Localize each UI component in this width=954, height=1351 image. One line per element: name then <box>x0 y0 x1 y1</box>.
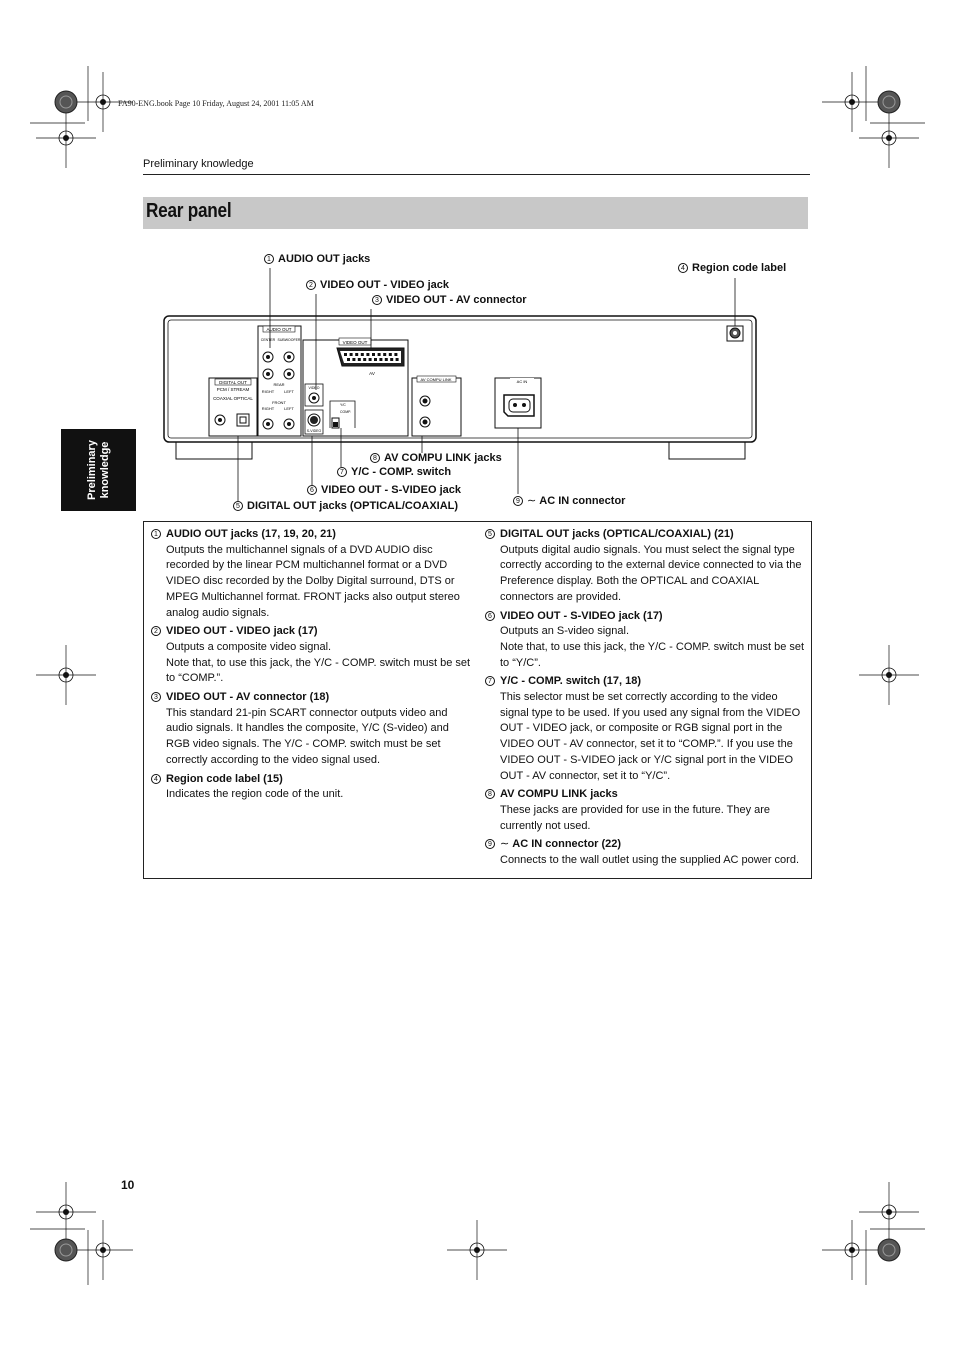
video-label: VIDEO <box>308 386 320 390</box>
callout-yc-comp-switch: 7 Y/C - COMP. switch <box>337 466 451 478</box>
desc-item-4: 4 Region code label (15) Indicates the region code of the unit. <box>151 772 473 803</box>
item-body: Connects to the wall outlet using the supplied AC power cord. <box>500 854 800 867</box>
foot-right <box>669 442 745 459</box>
desc-item-5: 5 DIGITAL OUT jacks (OPTICAL/COAXIAL) (21) Outputs digital audio signals. You must select the signal type correctly according to the external device connected to via the Preference display. Both the OPTICAL and COAXIAL connectors are provided. <box>485 527 805 606</box>
foot-left <box>176 442 252 459</box>
ac-in-label: AC IN <box>516 379 528 384</box>
item-heading: AV COMPU LINK jacks <box>500 788 618 801</box>
print-header: FA90-ENG.book Page 10 Friday, August 24, 2001 11:05 AM <box>118 99 314 108</box>
item-heading: Region code label (15) <box>166 772 283 785</box>
callout-av-connector: 3 VIDEO OUT - AV connector <box>372 294 527 306</box>
item-heading: AC IN connector (22) <box>512 838 622 851</box>
desc-item-9: 9 ∼ AC IN connector (22) Connects to the wall outlet using the supplied AC power cord. <box>485 837 805 868</box>
item-body: Outputs digital audio signals. You must select the signal type correctly according to the external device connected to via the Preference display. Both the OPTICAL and COAXIAL connectors are provided. <box>500 543 802 603</box>
av-label: AV <box>369 371 375 376</box>
item-heading: AUDIO OUT jacks (17, 19, 20, 21) <box>166 528 336 540</box>
item-number: 1 <box>151 527 166 543</box>
item-heading: VIDEO OUT - S-VIDEO jack (17) <box>500 609 663 622</box>
callout-ac-in: 9 ∼ AC IN connector <box>513 494 625 507</box>
center-label: CENTER <box>260 338 276 342</box>
front-left-label: LEFT <box>284 406 294 411</box>
item-heading: DIGITAL OUT jacks (OPTICAL/COAXIAL) (21) <box>500 528 734 540</box>
yc-label: Y/C <box>340 403 346 407</box>
ac-symbol-icon: ∼ <box>527 495 540 507</box>
item-heading: Y/C - COMP. switch (17, 18) <box>500 675 642 688</box>
front-label: FRONT <box>272 400 286 405</box>
rear-left-label: LEFT <box>284 389 294 394</box>
desc-item-8: 8 AV COMPU LINK jacks These jacks are provided for use in the future. They are currently not used. <box>485 787 805 834</box>
side-tab-line1: Preliminary <box>85 440 98 500</box>
desc-item-7: 7 Y/C - COMP. switch (17, 18) This selector must be set correctly according to the video signal type to be used. If you used any signal from the VIDEO OUT - VIDEO jack, or composite or RGB signal port in the VIDEO OUT - AV connector, set it to “COMP.”. If you use the VIDEO OUT - S-VIDEO jack or Y/C signal port in the VIDEO OUT - AV connector, set it to “Y/C”. <box>485 674 805 784</box>
comp-label: COMP. <box>340 410 352 414</box>
item-body: Outputs a composite video signal. <box>166 640 332 653</box>
descriptions-box <box>143 521 812 879</box>
digital-out-label: DIGITAL OUT <box>219 380 247 385</box>
desc-item-6: 6 VIDEO OUT - S-VIDEO jack (17) Outputs an S-video signal. Note that, to use this jack, the Y/C - COMP. switch must be set to “Y/C”. <box>485 609 805 672</box>
descriptions-right-column <box>485 527 805 872</box>
item-body: Outputs the multichannel signals of a DVD AUDIO disc recorded by the linear PCM multichannel format or a DVD VIDEO disc recorded by the Dolby Digital surround, DTS or MPEG Multichannel format. FRONT jacks also output stereo analog audio signals. <box>166 543 460 619</box>
desc-item-3: 3 VIDEO OUT - AV connector (18) This standard 21-pin SCART connector outputs video and audio signals. It handles the composite, Y/C (S-video) and RGB video signals. The Y/C - COMP. switch must be set correctly according to the video signal used. <box>151 690 473 769</box>
audio-out-label: AUDIO OUT <box>266 327 292 332</box>
chassis-outline <box>164 316 756 442</box>
item-note: Note that, to use this jack, the Y/C - COMP. switch must be set to “COMP.”. <box>166 656 471 685</box>
front-right-label: RIGHT <box>261 406 275 411</box>
pcm-stream-label: PCM / STREAM <box>216 387 250 392</box>
ac-symbol-icon: ∼ <box>500 838 513 851</box>
callout-audio-out: 1 AUDIO OUT jacks <box>264 253 370 265</box>
page-title: Rear panel <box>146 200 232 222</box>
callout-digital-out: 5 DIGITAL OUT jacks (OPTICAL/COAXIAL) <box>233 500 458 512</box>
desc-item-2: 2 VIDEO OUT - VIDEO jack (17) Outputs a composite video signal. Note that, to use this jack, the Y/C - COMP. switch must be set to “COMP.”. <box>151 624 473 687</box>
side-tab-line2: knowledge <box>98 441 111 499</box>
item-body: Outputs an S-video signal. <box>500 625 630 638</box>
item-body: This selector must be set correctly according to the video signal type to be used. If you used any signal from the VIDEO OUT - VIDEO jack, or composite or RGB signal port in the VIDEO OUT - AV connector, set it to “COMP.”. If you use the VIDEO OUT - S-VIDEO jack or Y/C signal port in the VIDEO OUT - AV connector, set it to “Y/C”. <box>500 691 801 782</box>
coaxial-optical-label: COAXIAL OPTICAL <box>213 396 253 401</box>
descriptions-left-column <box>151 527 473 806</box>
item-body: This standard 21-pin SCART connector outputs video and audio signals. It handles the composite, Y/C (S-video) and RGB video signals. The Y/C - COMP. switch must be set correctly according to the video signal used. <box>166 706 449 766</box>
callout-s-video: 6 VIDEO OUT - S-VIDEO jack <box>307 484 461 496</box>
desc-item-1 <box>151 527 473 621</box>
av-compu-link-label: AV COMPU LINK <box>420 377 452 382</box>
subwoofer-label: SUBWOOFER <box>277 338 301 342</box>
item-body: These jacks are provided for use in the future. They are currently not used. <box>500 803 771 832</box>
rear-panel-diagram <box>0 0 954 520</box>
section-label: Preliminary knowledge <box>143 158 254 170</box>
rear-right-label: RIGHT <box>261 389 275 394</box>
callout-video-jack: 2 VIDEO OUT - VIDEO jack <box>306 279 449 291</box>
item-heading: VIDEO OUT - AV connector (18) <box>166 691 330 704</box>
item-heading: VIDEO OUT - VIDEO jack (17) <box>166 625 318 638</box>
rear-label: REAR <box>273 382 285 387</box>
video-out-label: VIDEO OUT <box>342 340 368 345</box>
item-note: Note that, to use this jack, the Y/C - COMP. switch must be set to “Y/C”. <box>500 640 805 669</box>
item-body: Indicates the region code of the unit. <box>166 788 344 801</box>
page-number: 10 <box>121 1178 135 1192</box>
s-video-label: S-VIDEO <box>306 429 322 433</box>
callout-av-compu-link: 8 AV COMPU LINK jacks <box>370 452 502 464</box>
callout-region-code: 4 Region code label <box>678 262 786 274</box>
